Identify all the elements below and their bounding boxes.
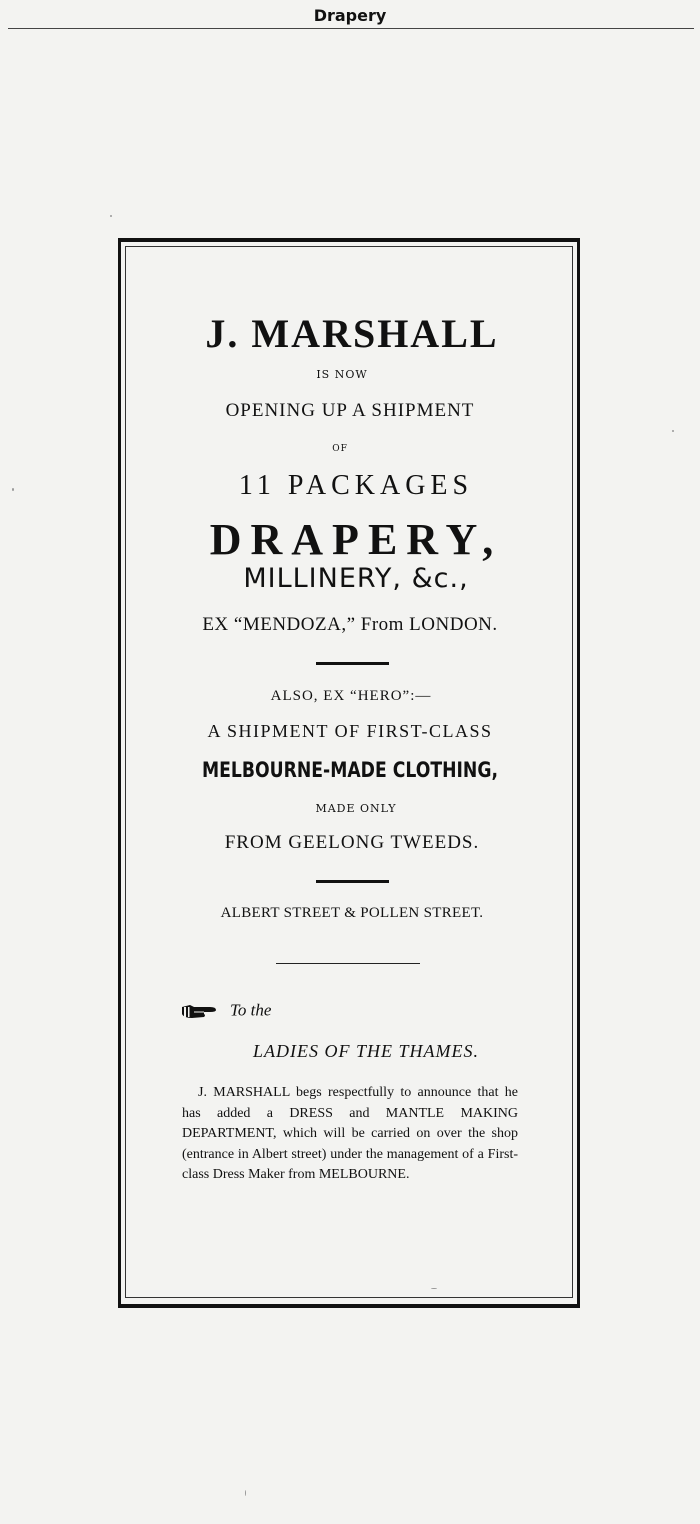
notice-body: J. MARSHALL begs respectfully to announce that he has added a DRESS and MANTLE MAKING DEPARTMENT, which will be carried on over the shop (entrance in Albert street) under the management of a First-class Dress Maker from MELBOURNE. (182, 1085, 518, 1182)
first-class-line: A SHIPMENT OF FIRST-CLASS (207, 721, 493, 741)
paper-speck (245, 1490, 246, 1496)
drapery-heading: DRAPERY, (209, 515, 503, 564)
header-rule (8, 28, 694, 29)
advertiser-name: J. MARSHALL (205, 311, 499, 356)
page-header (0, 2, 700, 28)
page-title: Drapery (313, 6, 387, 25)
paper-speck (110, 215, 112, 217)
notice-salutation (180, 1000, 480, 1021)
is-now-line: IS NOW (316, 368, 368, 381)
millinery-line: MILLINERY, &c., (243, 563, 469, 594)
mendoza-line: EX “MENDOZA,” From LONDON. (202, 614, 498, 635)
section-divider (276, 963, 420, 964)
address-line: ALBERT STREET & POLLEN STREET. (220, 905, 484, 921)
paper-speck (12, 488, 14, 491)
geelong-tweeds-line: FROM GEELONG TWEEDS. (224, 832, 480, 853)
packages-line: 11 PACKAGES (238, 470, 474, 501)
paper-speck (672, 430, 674, 432)
ladies-heading: LADIES OF THE THAMES. (253, 1041, 479, 1061)
to-the-text: To the (230, 1000, 272, 1020)
of-line: OF (332, 444, 348, 454)
pointing-hand-icon (180, 1001, 220, 1021)
paper-speck (431, 1288, 437, 1289)
also-ex-hero-line: ALSO, EX “HERO”:— (270, 688, 432, 704)
opening-line: OPENING UP A SHIPMENT (225, 400, 475, 421)
melbourne-clothing-line: MELBOURNE-MADE CLOTHING, (201, 758, 498, 782)
divider-rule (316, 662, 389, 665)
divider-rule (316, 880, 389, 883)
made-only-line: MADE ONLY (315, 802, 397, 815)
